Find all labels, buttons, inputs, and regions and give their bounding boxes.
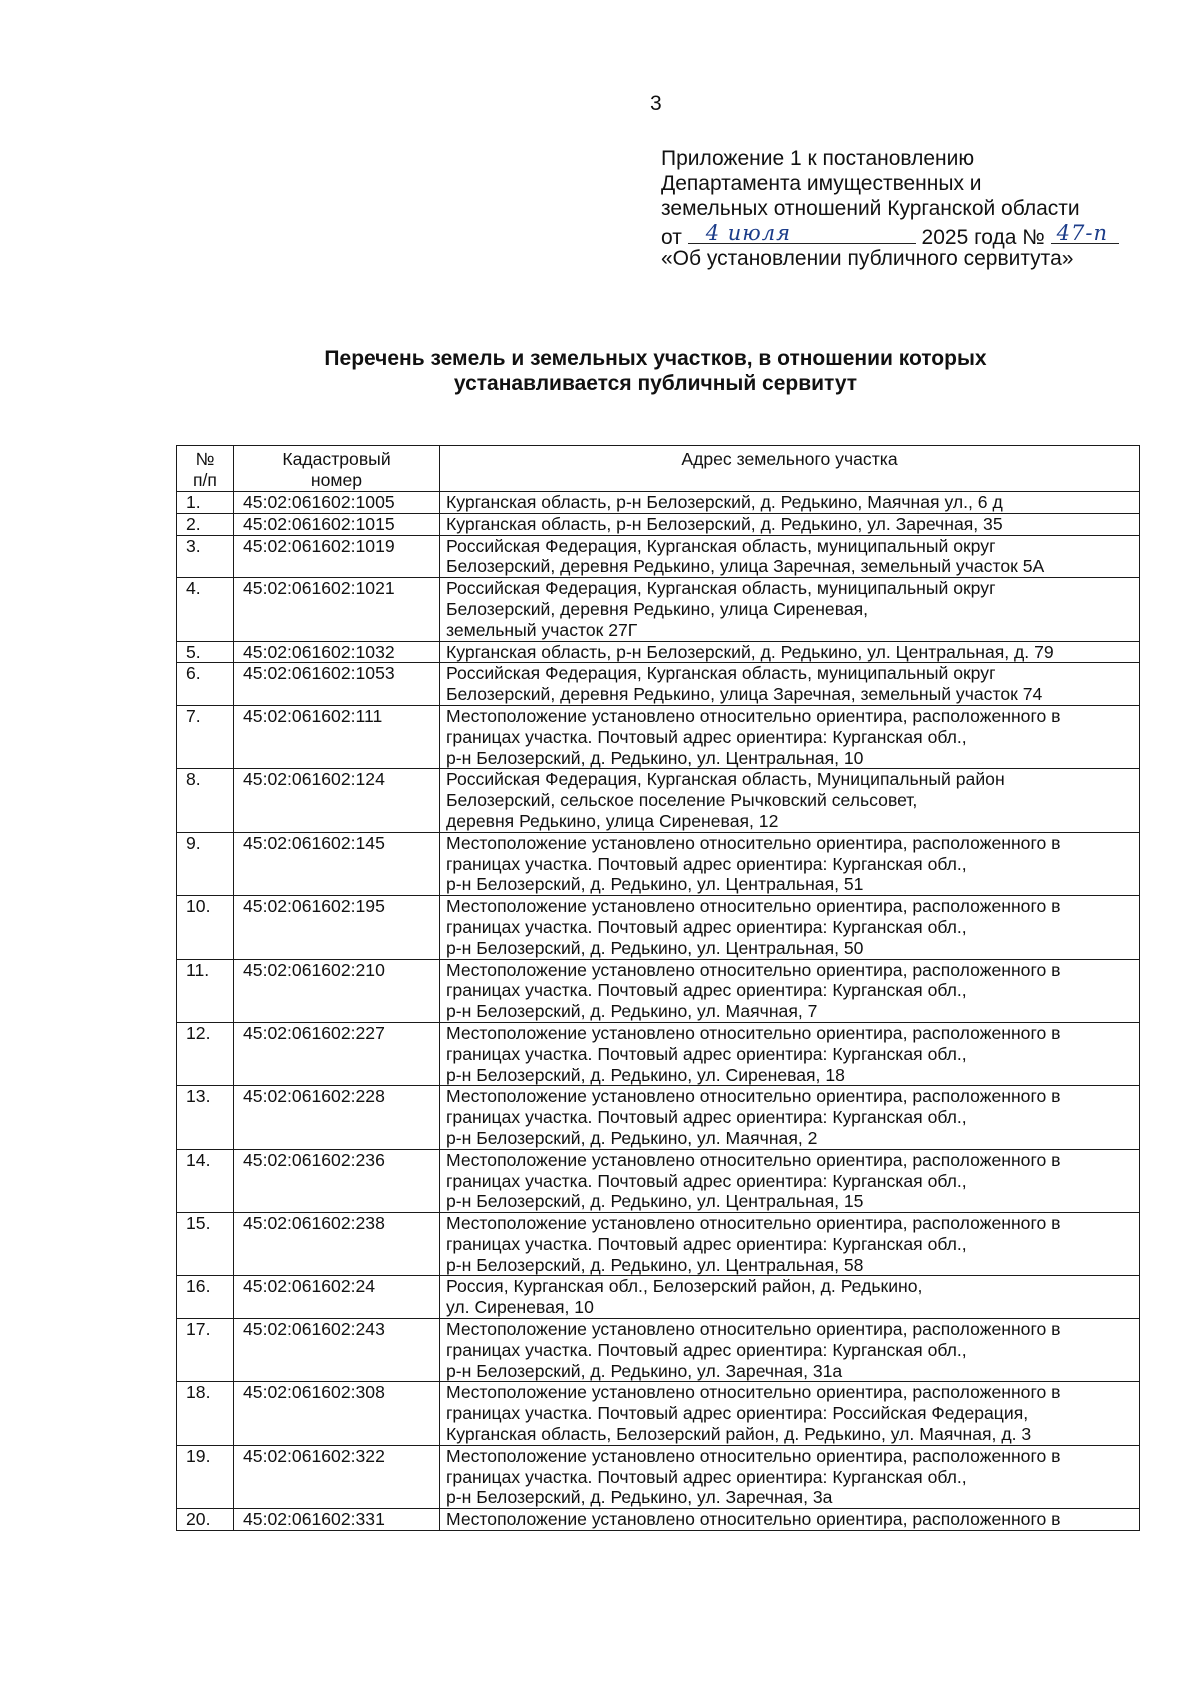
table-row [177,705,1140,768]
handwritten-number: 47-п [1056,221,1108,245]
document-title [0,346,1200,396]
address-line: Местоположение установлено относительно ориентира, расположенного в [446,1086,1061,1107]
row-number: 19. [177,1445,234,1508]
address-line: границах участка. Почтовый адрес ориентира: Курганская обл., [446,1107,967,1128]
header-number-line-2: п/п [193,469,217,490]
address-line: р-н Белозерский, д. Редькино, ул. Маячная, 7 [446,1001,818,1022]
address-line: границах участка. Почтовый адрес ориентира: Курганская обл., [446,726,967,747]
address-line: р-н Белозерский, д. Редькино, ул. Центральная, 51 [446,874,864,895]
cadastral-number: 45:02:061602:1005 [234,492,440,514]
address-line: Российская Федерация, Курганская область, Муниципальный район [446,769,1005,790]
cadastral-number: 45:02:061602:124 [234,769,440,832]
parcel-address [440,1213,1140,1276]
parcel-address [440,1509,1140,1531]
row-number: 16. [177,1276,234,1319]
row-number: 15. [177,1213,234,1276]
address-line: р-н Белозерский, д. Редькино, ул. Сиреневая, 18 [446,1064,845,1085]
address-line: Местоположение установлено относительно ориентира, расположенного в [446,832,1061,853]
address-line: Белозерский, деревня Редькино, улица Заречная, земельный участок 74 [446,684,1043,705]
address-line: границах участка. Почтовый адрес ориентира: Курганская обл., [446,980,967,1001]
address-line: Курганская область, Белозерский район, д. Редькино, ул. Маячная, д. 3 [446,1424,1032,1445]
row-number: 18. [177,1382,234,1445]
table-row [177,535,1140,578]
address-line: Местоположение установлено относительно ориентира, расположенного в [446,1445,1061,1466]
table-row [177,1149,1140,1212]
appendix-line-1: Приложение 1 к постановлению [661,147,975,170]
date-prefix: от [661,226,682,249]
parcel-address [440,1022,1140,1085]
row-number: 1. [177,492,234,514]
address-line: границах участка. Почтовый адрес ориентира: Курганская обл., [446,1043,967,1064]
address-line: ул. Сиреневая, 10 [446,1297,594,1318]
title-line-1: Перечень земель и земельных участков, в отношении которых [324,347,987,370]
address-line: границах участка. Почтовый адрес ориентира: Курганская обл., [446,1466,967,1487]
appendix-line-5: «Об установлении публичного сервитута» [661,247,1074,270]
cadastral-number: 45:02:061602:24 [234,1276,440,1319]
address-line: р-н Белозерский, д. Редькино, ул. Центральная, 10 [446,747,864,768]
address-line: р-н Белозерский, д. Редькино, ул. Центральная, 15 [446,1191,864,1212]
table-header-row [177,446,1140,492]
appendix-header [661,146,1119,271]
address-line: Курганская область, р-н Белозерский, д. Редькино, ул. Центральная, д. 79 [446,641,1054,662]
header-number [177,446,234,492]
parcel-address [440,959,1140,1022]
table-row [177,1445,1140,1508]
cadastral-number: 45:02:061602:210 [234,959,440,1022]
table-row [177,492,1140,514]
cadastral-number: 45:02:061602:1015 [234,513,440,535]
table-row [177,1319,1140,1382]
address-line: р-н Белозерский, д. Редькино, ул. Маячная, 2 [446,1127,818,1148]
cadastral-number: 45:02:061602:308 [234,1382,440,1445]
parcel-address [440,1382,1140,1445]
parcel-address [440,578,1140,641]
address-line: границах участка. Почтовый адрес ориентира: Курганская обл., [446,916,967,937]
appendix-line-3: земельных отношений Курганской области [661,197,1080,220]
parcel-address [440,896,1140,959]
appendix-line-2: Департамента имущественных и [661,172,982,195]
address-line: Российская Федерация, Курганская область, муниципальный округ [446,663,996,684]
parcel-address [440,535,1140,578]
cadastral-number: 45:02:061602:322 [234,1445,440,1508]
table-row [177,769,1140,832]
header-address: Адрес земельного участка [440,446,1140,492]
row-number: 14. [177,1149,234,1212]
address-line: границах участка. Почтовый адрес ориентира: Курганская обл., [446,1233,967,1254]
handwritten-number-field [1051,221,1119,244]
parcel-address [440,1319,1140,1382]
table-row [177,1022,1140,1085]
appendix-date-line [661,221,1119,249]
row-number: 5. [177,641,234,663]
address-line: Российская Федерация, Курганская область, муниципальный округ [446,578,996,599]
address-line: Местоположение установлено относительно ориентира, расположенного в [446,705,1061,726]
row-number: 8. [177,769,234,832]
parcel-address [440,1086,1140,1149]
cadastral-number: 45:02:061602:331 [234,1509,440,1531]
table-row [177,959,1140,1022]
row-number: 3. [177,535,234,578]
row-number: 17. [177,1319,234,1382]
address-line: Местоположение установлено относительно ориентира, расположенного в [446,1382,1061,1403]
cadastral-number: 45:02:061602:145 [234,832,440,895]
address-line: Местоположение установлено относительно ориентира, расположенного в [446,1149,1061,1170]
cadastral-number: 45:02:061602:1019 [234,535,440,578]
row-number: 4. [177,578,234,641]
header-cadastral-line-2: номер [310,469,363,490]
cadastral-number: 45:02:061602:195 [234,896,440,959]
address-line: Курганская область, р-н Белозерский, д. Редькино, Маячная ул., 6 д [446,492,1003,512]
cadastral-number: 45:02:061602:238 [234,1213,440,1276]
address-line: земельный участок 27Г [446,619,638,640]
parcel-address [440,832,1140,895]
table-row [177,1213,1140,1276]
address-line: Белозерский, сельское поселение Рычковский сельсовет, [446,790,918,811]
address-line: Местоположение установлено относительно ориентира, расположенного в [446,1509,1061,1530]
table-row [177,663,1140,706]
cadastral-number: 45:02:061602:1053 [234,663,440,706]
address-line: границах участка. Почтовый адрес ориентира: Российская Федерация, [446,1403,1029,1424]
address-line: Белозерский, деревня Редькино, улица Заречная, земельный участок 5А [446,556,1045,577]
title-line-2: устанавливается публичный сервитут [453,372,858,395]
row-number: 7. [177,705,234,768]
page-number: 3 [650,92,662,115]
table-row [177,896,1140,959]
address-line: деревня Редькино, улица Сиреневая, 12 [446,810,779,831]
handwritten-date-field [688,221,916,244]
table-row [177,513,1140,535]
address-line: р-н Белозерский, д. Редькино, ул. Центральная, 58 [446,1254,864,1275]
address-line: Белозерский, деревня Редькино, улица Сиреневая, [446,598,869,619]
parcel-address [440,492,1140,514]
table-row [177,1509,1140,1531]
parcel-address [440,641,1140,663]
address-line: Местоположение установлено относительно ориентира, расположенного в [446,959,1061,980]
row-number: 11. [177,959,234,1022]
parcel-address [440,663,1140,706]
header-number-line-1: № [195,449,215,469]
row-number: 6. [177,663,234,706]
year-text: 2025 года № [921,226,1045,249]
parcel-address [440,513,1140,535]
row-number: 12. [177,1022,234,1085]
address-line: Местоположение установлено относительно ориентира, расположенного в [446,1319,1061,1340]
address-line: Россия, Курганская обл., Белозерский район, д. Редькино, [446,1276,923,1297]
row-number: 13. [177,1086,234,1149]
row-number: 20. [177,1509,234,1531]
handwritten-date: 4 июля [705,221,792,245]
table-row [177,1086,1140,1149]
address-line: Российская Федерация, Курганская область, муниципальный округ [446,535,996,556]
table-row [177,832,1140,895]
table-row [177,1276,1140,1319]
address-line: Местоположение установлено относительно ориентира, расположенного в [446,1022,1061,1043]
parcel-address [440,769,1140,832]
row-number: 2. [177,513,234,535]
cadastral-number: 45:02:061602:111 [234,705,440,768]
parcel-address [440,705,1140,768]
parcel-address [440,1149,1140,1212]
address-line: р-н Белозерский, д. Редькино, ул. Заречная, 3а [446,1487,833,1508]
table-row [177,1382,1140,1445]
header-cadastral [234,446,440,492]
cadastral-number: 45:02:061602:236 [234,1149,440,1212]
header-cadastral-line-1: Кадастровый [282,449,391,469]
cadastral-number: 45:02:061602:243 [234,1319,440,1382]
cadastral-number: 45:02:061602:1021 [234,578,440,641]
address-line: Курганская область, р-н Белозерский, д. Редькино, ул. Заречная, 35 [446,513,1003,534]
address-line: Местоположение установлено относительно ориентира, расположенного в [446,1213,1061,1234]
parcel-address [440,1276,1140,1319]
parcels-table [176,445,1140,1531]
address-line: Местоположение установлено относительно ориентира, расположенного в [446,896,1061,917]
cadastral-number: 45:02:061602:227 [234,1022,440,1085]
row-number: 9. [177,832,234,895]
address-line: границах участка. Почтовый адрес ориентира: Курганская обл., [446,1339,967,1360]
cadastral-number: 45:02:061602:1032 [234,641,440,663]
parcel-address [440,1445,1140,1508]
table-row [177,578,1140,641]
address-line: р-н Белозерский, д. Редькино, ул. Заречная, 31а [446,1360,843,1381]
address-line: границах участка. Почтовый адрес ориентира: Курганская обл., [446,853,967,874]
address-line: р-н Белозерский, д. Редькино, ул. Центральная, 50 [446,937,864,958]
table-row [177,641,1140,663]
cadastral-number: 45:02:061602:228 [234,1086,440,1149]
row-number: 10. [177,896,234,959]
address-line: границах участка. Почтовый адрес ориентира: Курганская обл., [446,1170,967,1191]
